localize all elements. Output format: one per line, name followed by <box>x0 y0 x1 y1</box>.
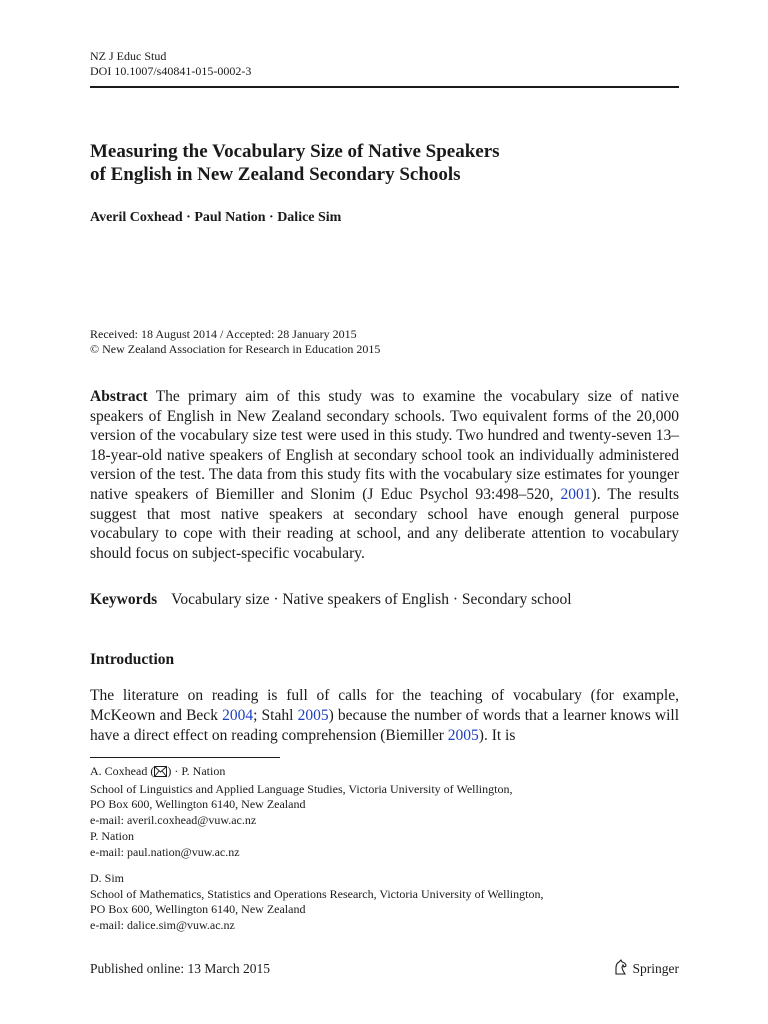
footnote-author: D. Sim <box>90 871 125 885</box>
footnote-email[interactable]: e-mail: paul.nation@vuw.ac.nz <box>90 844 240 859</box>
paper-title <box>90 140 500 186</box>
footnote-coxhead <box>90 764 512 828</box>
body-text-4: ). It is <box>478 727 516 744</box>
footnote-address: PO Box 600, Wellington 6140, New Zealand <box>90 902 306 916</box>
footnote-address: PO Box 600, Wellington 6140, New Zealand <box>90 797 306 811</box>
title-line-1: Measuring the Vocabulary Size of Native Speakers <box>90 141 500 162</box>
footnote-author-a: A. Coxhead ( <box>90 764 155 778</box>
footnote-nation <box>90 829 240 860</box>
journal-header <box>90 49 251 79</box>
footnote-author: P. Nation <box>90 829 135 843</box>
doi: DOI 10.1007/s40841-015-0002-3 <box>90 64 252 78</box>
keywords-label: Keywords <box>90 591 158 608</box>
author-list: Averil Coxhead · Paul Nation · Dalice Sim <box>90 210 342 225</box>
footnote-rule <box>90 757 280 758</box>
envelope-icon <box>154 766 167 782</box>
keywords <box>90 591 572 609</box>
footnote-sim <box>90 871 543 933</box>
citation-link-2001[interactable]: 2001 <box>560 485 592 503</box>
abstract <box>90 387 679 563</box>
published-date: Published online: 13 March 2015 <box>90 961 270 976</box>
abstract-label: Abstract <box>90 388 148 405</box>
citation-link-biemiller-2005[interactable]: 2005 <box>447 727 479 744</box>
article-dates <box>90 327 380 357</box>
citation-link-stahl-2005[interactable]: 2005 <box>297 707 329 724</box>
paper-page <box>90 0 679 1024</box>
footnote-email[interactable]: e-mail: averil.coxhead@vuw.ac.nz <box>90 812 257 827</box>
footnote-author-line <box>90 764 512 782</box>
section-heading-introduction: Introduction <box>90 651 175 668</box>
footnote-email[interactable]: e-mail: dalice.sim@vuw.ac.nz <box>90 917 235 932</box>
keywords-text: Vocabulary size · Native speakers of English · Secondary school <box>171 591 572 608</box>
footnote-author-b: ) · P. Nation <box>167 764 226 778</box>
footnote-affiliation: School of Linguistics and Applied Language Studies, Victoria University of Wellington, <box>90 781 513 796</box>
abstract-text-end: ). The results suggest that most native speakers at secondary school have enough general purpose vocabulary to cope with their reading at school, and any deliberate attention to vocabulary should focus on subject-specific vocabulary. <box>90 485 679 562</box>
journal-name: NZ J Educ Stud <box>90 49 167 63</box>
header-rule <box>90 86 679 88</box>
publisher-name: Springer <box>632 961 679 976</box>
title-line-2: of English in New Zealand Secondary Schools <box>90 164 461 185</box>
body-text-1: The literature on reading is full of calls for the teaching of vocabulary (for example, McKeown and Beck <box>90 687 679 724</box>
introduction-paragraph <box>90 686 679 746</box>
body-text-3: ) because the number of words that a learner knows will have a direct effect on reading comprehension (Biemiller <box>90 707 680 744</box>
copyright: © New Zealand Association for Research in Education 2015 <box>90 342 381 356</box>
citation-link-2004[interactable]: 2004 <box>222 707 254 724</box>
publisher-logo <box>613 959 680 979</box>
springer-horse-icon <box>613 959 628 979</box>
received-accepted: Received: 18 August 2014 / Accepted: 28 January 2015 <box>90 327 357 341</box>
body-text-2: ; Stahl <box>253 707 298 724</box>
footnote-affiliation: School of Mathematics, Statistics and Operations Research, Victoria University of Wellington, <box>90 886 544 901</box>
abstract-text: The primary aim of this study was to examine the vocabulary size of native speakers of English in New Zealand secondary schools. Two equivalent forms of the 20,000 version of the vocabulary size test were used in this study. Two hundred and twenty-seven 13–18-year-old native speakers of English at secondary school took an individually administered version of the test. The data from this study fits with the vocabulary size estimates for younger native speakers of Biemiller and Slonim (J Educ Psychol 93:498–520, <box>90 388 679 503</box>
